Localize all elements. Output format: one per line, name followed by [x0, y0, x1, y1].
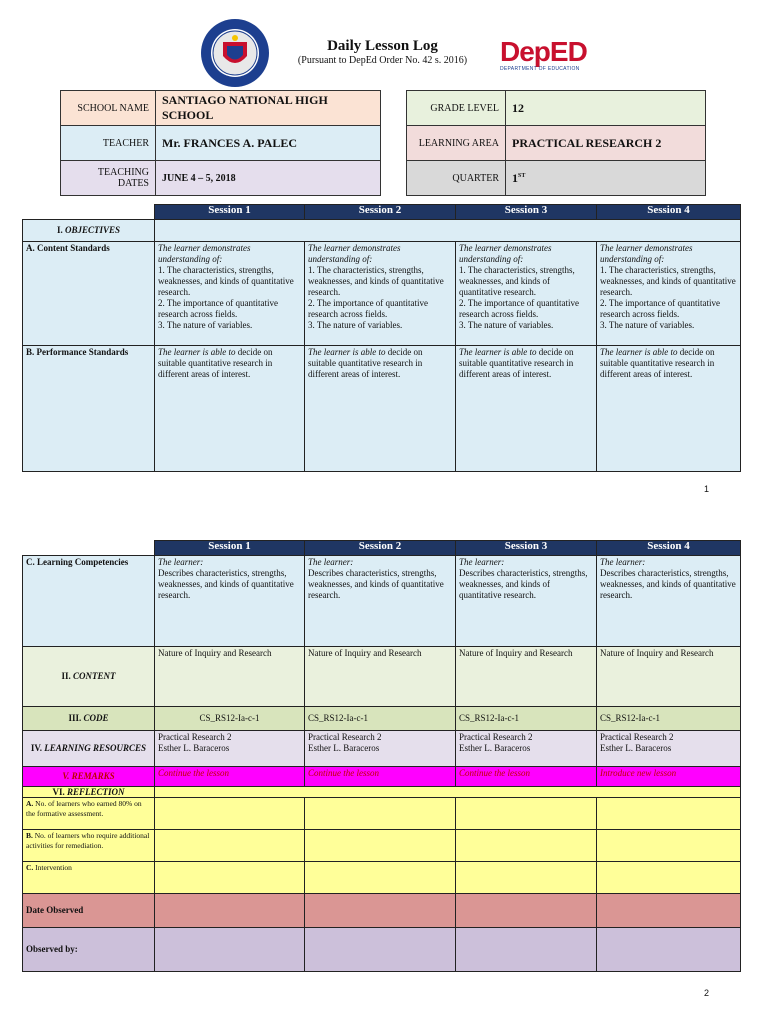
reflection-b-cell[interactable] [597, 830, 741, 862]
deped-logo [500, 38, 600, 78]
content-cell: Nature of Inquiry and Research [456, 647, 597, 707]
page-number: 1 [704, 484, 710, 494]
date-observed-cell[interactable] [597, 894, 741, 928]
remarks-cell: Continue the lesson [456, 767, 597, 787]
grade-level-value: 12 [506, 91, 706, 126]
content-standards-cell: The learner demonstrates understanding of: 1. The characteristics, strengths, weaknesses, and kinds of quantitative research. 2. The importance of quantitative research across fields. 3. The nature of variables. [456, 242, 597, 346]
observed-by-cell[interactable] [305, 928, 456, 972]
document-title: Daily Lesson Log [327, 38, 438, 54]
remarks-cell: Continue the lesson [305, 767, 456, 787]
session-1-header: Session 1 [155, 205, 305, 220]
performance-standards-label: B. Performance Standards [23, 346, 155, 472]
reflection-a-cell[interactable] [155, 798, 305, 830]
learning-area-value: PRACTICAL RESEARCH 2 [506, 126, 706, 161]
reflection-b-cell[interactable] [155, 830, 305, 862]
reflection-b-label: B. No. of learners who require additional activities for remediation. [23, 830, 155, 862]
learning-competencies-cell: The learner: Describes characteristics, strengths, weaknesses, and kinds of quantitative research. [305, 556, 456, 647]
session-header-row [23, 541, 741, 556]
school-name-value: SANTIAGO NATIONAL HIGH SCHOOL [156, 91, 381, 126]
session-3-header: Session 3 [456, 541, 597, 556]
session-2-header: Session 2 [305, 541, 456, 556]
reflection-heading: VI. REFLECTION [23, 787, 155, 798]
remarks-cell: Continue the lesson [155, 767, 305, 787]
objectives-heading: I. OBJECTIVES [23, 220, 155, 242]
reflection-b-cell[interactable] [456, 830, 597, 862]
performance-standards-cell: The learner is able to decide on suitable quantitative research in different areas of interest. [155, 346, 305, 472]
reflection-a-label: A. No. of learners who earned 80% on the formative assessment. [23, 798, 155, 830]
content-heading: II. CONTENT [23, 647, 155, 707]
learning-resources-heading: IV. LEARNING RESOURCES [23, 731, 155, 767]
grade-level-label: GRADE LEVEL [407, 91, 506, 126]
document-subtitle: (Pursuant to DepEd Order No. 42 s. 2016) [297, 55, 468, 66]
quarter-label: QUARTER [407, 161, 506, 196]
reflection-c-label: C. Intervention [23, 862, 155, 894]
deped-seal-logo [200, 18, 270, 88]
session-3-header: Session 3 [456, 205, 597, 220]
learning-competencies-label: C. Learning Competencies [23, 556, 155, 647]
learning-area-label: LEARNING AREA [407, 126, 506, 161]
remarks-heading: V. REMARKS [23, 767, 155, 787]
session-4-header: Session 4 [597, 205, 741, 220]
competencies-table [22, 540, 741, 972]
performance-standards-cell: The learner is able to decide on suitable quantitative research in different areas of interest. [456, 346, 597, 472]
teaching-dates-value: JUNE 4 – 5, 2018 [156, 161, 381, 196]
reflection-c-cell[interactable] [155, 862, 305, 894]
content-standards-label: A. Content Standards [23, 242, 155, 346]
page-number: 2 [704, 988, 710, 998]
school-info-table [60, 90, 381, 196]
code-cell: CS_RS12-Ia-c-1 [456, 707, 597, 731]
reflection-a-cell[interactable] [305, 798, 456, 830]
objectives-table [22, 204, 741, 472]
content-standards-cell: The learner demonstrates understanding of: 1. The characteristics, strengths, weaknesses, and kinds of quantitative research. 2. The importance of quantitative research across fields. 3. The nature of variables. [305, 242, 456, 346]
remarks-cell: Introduce new lesson [597, 767, 741, 787]
teaching-dates-label: TEACHING DATES [61, 161, 156, 196]
session-4-header: Session 4 [597, 541, 741, 556]
deped-logo-text: DepED [500, 36, 587, 67]
reflection-c-cell[interactable] [456, 862, 597, 894]
teacher-value: Mr. FRANCES A. PALEC [156, 126, 381, 161]
performance-standards-cell: The learner is able to decide on suitable quantitative research in different areas of interest. [597, 346, 741, 472]
content-cell: Nature of Inquiry and Research [155, 647, 305, 707]
date-observed-label: Date Observed [23, 894, 155, 928]
code-heading: III. CODE [23, 707, 155, 731]
class-info-table [406, 90, 706, 196]
learning-competencies-cell: The learner: Describes characteristics, strengths, weaknesses, and kinds of quantitative research. [597, 556, 741, 647]
code-cell: CS_RS12-Ia-c-1 [597, 707, 741, 731]
code-cell: CS_RS12-Ia-c-1 [305, 707, 456, 731]
learning-resources-cell: Practical Research 2 Esther L. Baraceros [305, 731, 456, 767]
content-standards-cell: The learner demonstrates understanding of: 1. The characteristics, strengths, weaknesses, and kinds of quantitative research. 2. The importance of quantitative research across fields. 3. The nature of variables. [597, 242, 741, 346]
learning-competencies-cell: The learner: Describes characteristics, strengths, weaknesses, and kinds of quantitative research. [155, 556, 305, 647]
observed-by-cell[interactable] [597, 928, 741, 972]
reflection-b-cell[interactable] [305, 830, 456, 862]
reflection-a-cell[interactable] [456, 798, 597, 830]
reflection-c-cell[interactable] [597, 862, 741, 894]
observed-by-cell[interactable] [155, 928, 305, 972]
learning-competencies-cell: The learner: Describes characteristics, strengths, weaknesses, and kinds of quantitative research. [456, 556, 597, 647]
content-cell: Nature of Inquiry and Research [305, 647, 456, 707]
date-observed-cell[interactable] [456, 894, 597, 928]
session-1-header: Session 1 [155, 541, 305, 556]
performance-standards-cell: The learner is able to decide on suitable quantitative research in different areas of interest. [305, 346, 456, 472]
session-2-header: Session 2 [305, 205, 456, 220]
learning-resources-cell: Practical Research 2 Esther L. Baraceros [597, 731, 741, 767]
reflection-c-cell[interactable] [305, 862, 456, 894]
content-standards-cell: The learner demonstrates understanding of: 1. The characteristics, strengths, weaknesses, and kinds of quantitative research. 2. The importance of quantitative research across fields. 3. The nature of variables. [155, 242, 305, 346]
observed-by-cell[interactable] [456, 928, 597, 972]
quarter-value: 1ST [506, 161, 706, 196]
deped-logo-subtext: DEPARTMENT OF EDUCATION [500, 66, 580, 72]
learning-resources-cell: Practical Research 2 Esther L. Baraceros [155, 731, 305, 767]
reflection-a-cell[interactable] [597, 798, 741, 830]
school-name-label: SCHOOL NAME [61, 91, 156, 126]
observed-by-label: Observed by: [23, 928, 155, 972]
date-observed-cell[interactable] [305, 894, 456, 928]
teacher-label: TEACHER [61, 126, 156, 161]
session-header-row [23, 205, 741, 220]
learning-resources-cell: Practical Research 2 Esther L. Baraceros [456, 731, 597, 767]
code-cell: CS_RS12-Ia-c-1 [155, 707, 305, 731]
content-cell: Nature of Inquiry and Research [597, 647, 741, 707]
date-observed-cell[interactable] [155, 894, 305, 928]
